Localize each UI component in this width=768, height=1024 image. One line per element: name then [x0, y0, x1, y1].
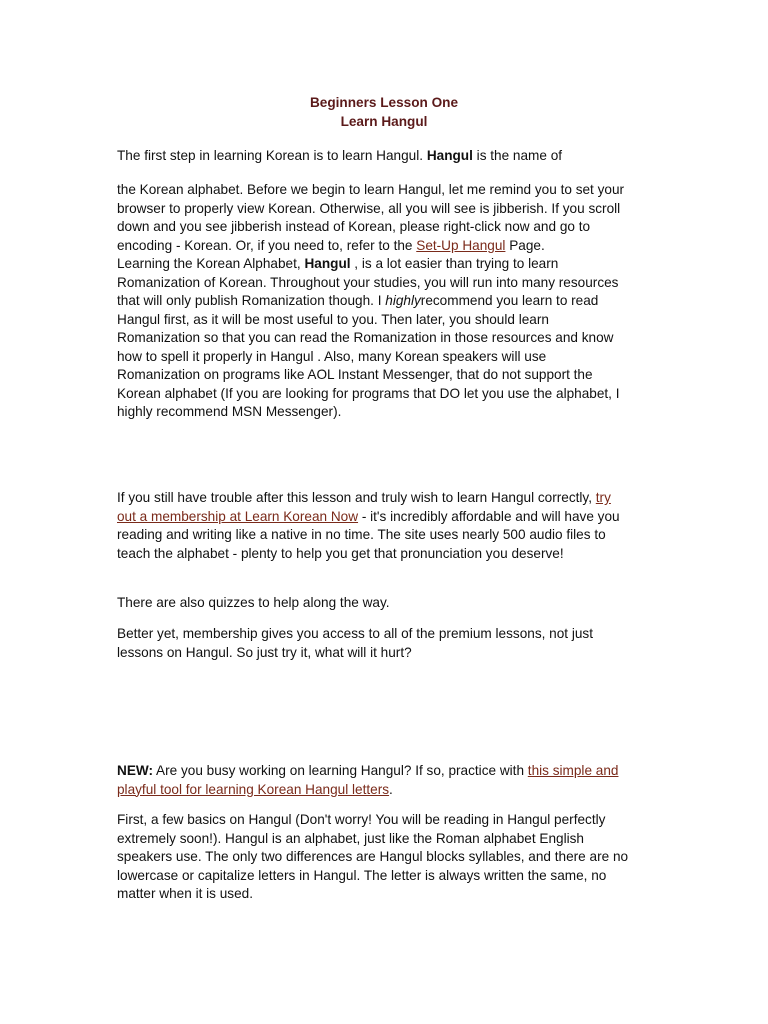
page-title: Beginners Lesson One: [309, 95, 459, 110]
paragraph-line: that will only publish Romanization though. I highlyrecommend you learn to read: [117, 293, 599, 308]
membership-paragraph: [117, 489, 657, 563]
paragraph-line: Learning the Korean Alphabet, Hangul , is a lot easier than trying to learn: [117, 256, 559, 271]
paragraph-line: Korean alphabet (If you are looking for programs that DO let you use the alphabet, I: [117, 385, 620, 401]
new-tool-paragraph: [117, 762, 657, 799]
paragraph-line: highly recommend MSN Messenger).: [117, 404, 342, 419]
paragraph-line: browser to properly view Korean. Otherwise, all you will see is jibberish. If you scroll: [117, 200, 621, 216]
quizzes-paragraph: [117, 594, 657, 613]
paragraph-line: lessons on Hangul. So just try it, what will it hurt?: [117, 644, 412, 660]
paragraph-line: There are also quizzes to help along the way.: [117, 595, 390, 610]
paragraph-line: Better yet, membership gives you access to all of the premium lessons, not just: [117, 626, 593, 641]
paragraph-line: reading and writing like a native in no time. The site uses nearly 500 audio files to: [117, 527, 606, 542]
paragraph-line: extremely soon!). Hangul is an alphabet, just like the Roman alphabet English: [117, 830, 584, 846]
premium-paragraph: [117, 625, 657, 662]
hangul-bold: Hangul: [304, 256, 351, 271]
paragraph-line: Hangul first, as it will be most useful to you. Then later, you should learn: [117, 311, 549, 327]
paragraph-line: Romanization so that you can read the Romanization in those resources and know: [117, 330, 614, 345]
paragraph-line: Romanization of Korean. Throughout your studies, you will run into many resources: [117, 274, 619, 290]
setup-hangul-link[interactable]: Set-Up Hangul: [416, 237, 506, 253]
hangul-bold: Hangul: [426, 148, 473, 163]
paragraph-line: If you still have trouble after this lesson and truly wish to learn Hangul correctly, try: [117, 490, 611, 505]
page-subtitle: Learn Hangul: [340, 114, 428, 129]
alphabet-paragraph: [117, 181, 657, 422]
paragraph-line: Romanization on programs like AOL Instant Messenger, that do not support the: [117, 367, 593, 382]
paragraph-line: lowercase or capitalize letters in Hangul. The letter is always written the same, no: [117, 867, 607, 883]
intro-line: The first step in learning Korean is to learn Hangul. Hangul is the name of: [117, 148, 563, 163]
paragraph-line: the Korean alphabet. Before we begin to learn Hangul, let me remind you to set your: [117, 182, 625, 197]
paragraph-line: teach the alphabet - plenty to help you get that pronunciation you deserve!: [117, 545, 564, 561]
paragraph-line: down and you see jibberish instead of Korean, please right-click now and go to: [117, 219, 591, 234]
hangul-tool-link-part1[interactable]: this simple and: [527, 763, 619, 778]
paragraph-line: First, a few basics on Hangul (Don't worry! You will be reading in Hangul perfectly: [117, 812, 606, 827]
hangul-tool-link-part2[interactable]: playful tool for learning Korean Hangul letters: [117, 781, 390, 797]
highly-italic: highly: [385, 293, 421, 308]
paragraph-line: speakers use. The only two differences are Hangul blocks syllables, and there are no: [117, 849, 629, 864]
paragraph-line: how to spell it properly in Hangul . Also, many Korean speakers will use: [117, 348, 547, 364]
paragraph-line: NEW: Are you busy working on learning Hangul? If so, practice with this simple and: [117, 763, 619, 778]
membership-link-part2[interactable]: out a membership at Learn Korean Now: [117, 508, 359, 524]
paragraph-line: matter when it is used.: [117, 886, 253, 901]
intro-paragraph: [117, 147, 657, 166]
paragraph-line: encoding - Korean. Or, if you need to, refer to the Set-Up Hangul Page.: [117, 237, 545, 253]
paragraph-line: playful tool for learning Korean Hangul letters.: [117, 781, 393, 797]
basics-paragraph: [117, 811, 657, 904]
new-label: NEW:: [117, 763, 153, 778]
paragraph-line: out a membership at Learn Korean Now - it's incredibly affordable and will have you: [117, 508, 620, 524]
membership-link-part1[interactable]: try: [595, 490, 611, 505]
